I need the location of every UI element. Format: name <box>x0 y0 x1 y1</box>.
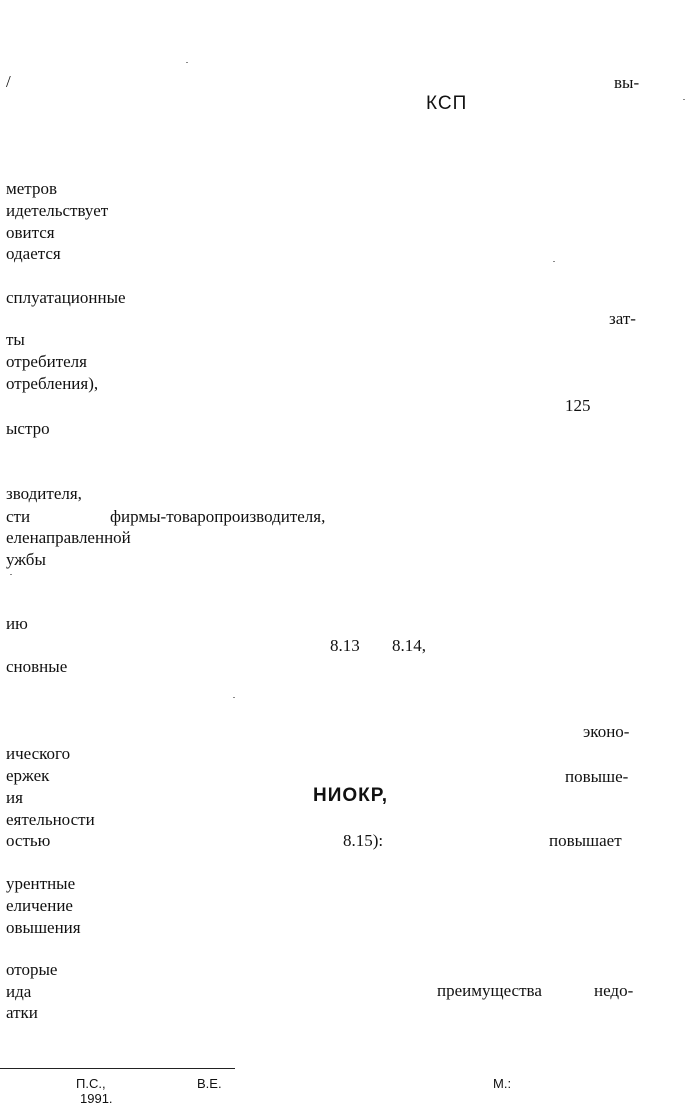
hyphen-vy: вы- <box>614 73 640 92</box>
left-line: ержек <box>6 766 50 785</box>
left-line: ия <box>6 788 23 807</box>
left-line: овится <box>6 223 55 242</box>
left-line: еличение <box>6 896 73 915</box>
left-line: идетельствует <box>6 201 109 220</box>
heading-niokr: НИОКР, <box>313 785 389 806</box>
left-line: ужбы <box>6 550 46 569</box>
top-mark: / <box>6 72 11 91</box>
footnote-ps: П.С., <box>76 1076 106 1091</box>
left-line: овышения <box>6 918 81 937</box>
left-line: сти <box>6 507 31 526</box>
scan-speck <box>683 99 685 100</box>
left-line: отребления), <box>6 374 99 393</box>
left-line: ты <box>6 330 25 349</box>
left-line: ию <box>6 614 28 633</box>
left-line: атки <box>6 1003 38 1022</box>
left-line: остью <box>6 831 51 850</box>
footnote-rule <box>0 1068 235 1069</box>
scan-speck <box>233 697 235 698</box>
text-firm: фирмы-товаропроизводителя, <box>110 507 326 526</box>
footnote-year: 1991. <box>80 1091 113 1106</box>
left-line: ида <box>6 982 32 1001</box>
scan-speck <box>186 62 188 63</box>
left-line: ического <box>6 744 71 763</box>
left-line: оторые <box>6 960 58 979</box>
left-line: сновные <box>6 657 68 676</box>
text-preimushchestva: преимущества <box>437 981 542 1000</box>
hyphen-ekono: эконо- <box>583 722 630 741</box>
left-line: отребителя <box>6 352 87 371</box>
left-line: ыстро <box>6 419 50 438</box>
hyphen-povyshe: повыше- <box>565 767 629 786</box>
hyphen-zat: зат- <box>609 309 636 328</box>
footnote-m: М.: <box>493 1076 512 1091</box>
left-line: сплуатационные <box>6 288 126 307</box>
scan-speck <box>553 261 555 262</box>
left-line: урентные <box>6 874 76 893</box>
left-line: зводителя, <box>6 484 82 503</box>
scan-speck <box>10 574 12 575</box>
hyphen-nedo: недо- <box>594 981 634 1000</box>
ref-8-13: 8.13 <box>330 636 360 655</box>
ref-8-15: 8.15): <box>343 831 384 850</box>
number-125: 125 <box>565 396 591 415</box>
ref-8-14: 8.14, <box>392 636 426 655</box>
left-line: еятельности <box>6 810 95 829</box>
left-line: еленаправленной <box>6 528 131 547</box>
heading-ksp: КСП <box>426 93 468 114</box>
left-line: метров <box>6 179 57 198</box>
left-line: одается <box>6 244 61 263</box>
footnote-ve: В.Е. <box>197 1076 222 1091</box>
text-povyshaet: повышает <box>549 831 622 850</box>
